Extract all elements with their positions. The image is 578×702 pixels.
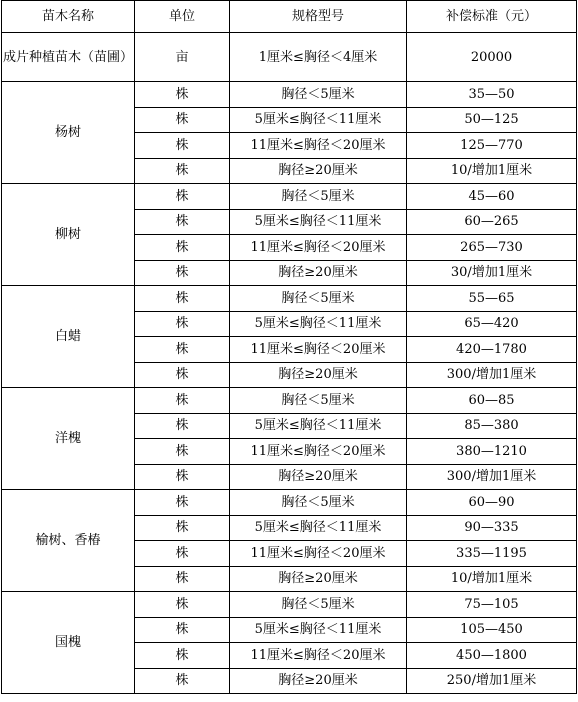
header-row [2,1,577,33]
seedling-name-cell: 成片种植苗木（苗圃） [2,33,135,82]
spec-cell: 胸径＜5厘米 [230,286,407,312]
header-seedling-name: 苗木名称 [2,1,135,33]
unit-cell: 株 [135,209,230,235]
standard-cell: 105—450 [407,617,577,643]
unit-cell: 株 [135,158,230,184]
spec-cell: 5厘米≤胸径＜11厘米 [230,515,407,541]
spec-cell: 5厘米≤胸径＜11厘米 [230,617,407,643]
unit-cell: 株 [135,413,230,439]
unit-cell: 株 [135,311,230,337]
standard-cell: 85—380 [407,413,577,439]
unit-cell: 株 [135,133,230,159]
unit-cell: 株 [135,464,230,490]
table-row [2,82,577,108]
spec-cell: 1厘米≤胸径＜4厘米 [230,33,407,82]
spec-cell: 11厘米≤胸径＜20厘米 [230,133,407,159]
standard-cell: 35—50 [407,82,577,108]
standard-cell: 60—265 [407,209,577,235]
standard-cell: 65—420 [407,311,577,337]
standard-cell: 75—105 [407,592,577,618]
standard-cell: 90—335 [407,515,577,541]
unit-cell: 株 [135,388,230,414]
standard-cell: 10/增加1厘米 [407,158,577,184]
spec-cell: 胸径＜5厘米 [230,490,407,516]
table-row [2,490,577,516]
spec-cell: 5厘米≤胸径＜11厘米 [230,413,407,439]
standard-cell: 10/增加1厘米 [407,566,577,592]
unit-cell: 亩 [135,33,230,82]
standard-cell: 45—60 [407,184,577,210]
spec-cell: 11厘米≤胸径＜20厘米 [230,541,407,567]
standard-cell: 300/增加1厘米 [407,362,577,388]
unit-cell: 株 [135,541,230,567]
standard-cell: 50—125 [407,107,577,133]
seedling-name-cell: 洋槐 [2,388,135,490]
spec-cell: 11厘米≤胸径＜20厘米 [230,337,407,363]
unit-cell: 株 [135,235,230,261]
table-row [2,388,577,414]
unit-cell: 株 [135,184,230,210]
header-specification: 规格型号 [230,1,407,33]
spec-cell: 胸径＜5厘米 [230,592,407,618]
unit-cell: 株 [135,82,230,108]
spec-cell: 11厘米≤胸径＜20厘米 [230,235,407,261]
spec-cell: 胸径≥20厘米 [230,668,407,694]
table-row [2,33,577,82]
unit-cell: 株 [135,515,230,541]
unit-cell: 株 [135,439,230,465]
standard-cell: 60—90 [407,490,577,516]
header-compensation-standard: 补偿标准（元） [407,1,577,33]
seedling-name-cell: 国槐 [2,592,135,694]
table-row [2,592,577,618]
standard-cell: 30/增加1厘米 [407,260,577,286]
standard-cell: 265—730 [407,235,577,261]
standard-cell: 20000 [407,33,577,82]
spec-cell: 5厘米≤胸径＜11厘米 [230,107,407,133]
unit-cell: 株 [135,107,230,133]
spec-cell: 胸径＜5厘米 [230,184,407,210]
table-row [2,286,577,312]
seedling-name-cell: 杨树 [2,82,135,184]
spec-cell: 5厘米≤胸径＜11厘米 [230,209,407,235]
seedling-name-cell: 榆树、香椿 [2,490,135,592]
spec-cell: 11厘米≤胸径＜20厘米 [230,643,407,669]
spec-cell: 胸径＜5厘米 [230,388,407,414]
spec-cell: 胸径≥20厘米 [230,158,407,184]
standard-cell: 60—85 [407,388,577,414]
unit-cell: 株 [135,617,230,643]
spec-cell: 5厘米≤胸径＜11厘米 [230,311,407,337]
standard-cell: 125—770 [407,133,577,159]
unit-cell: 株 [135,490,230,516]
seedling-name-cell: 柳树 [2,184,135,286]
spec-cell: 胸径≥20厘米 [230,260,407,286]
standard-cell: 450—1800 [407,643,577,669]
standard-cell: 250/增加1厘米 [407,668,577,694]
table-row [2,184,577,210]
spec-cell: 胸径≥20厘米 [230,464,407,490]
compensation-table-container [1,0,577,694]
unit-cell: 株 [135,566,230,592]
standard-cell: 300/增加1厘米 [407,464,577,490]
unit-cell: 株 [135,643,230,669]
standard-cell: 55—65 [407,286,577,312]
header-unit: 单位 [135,1,230,33]
unit-cell: 株 [135,592,230,618]
spec-cell: 11厘米≤胸径＜20厘米 [230,439,407,465]
seedling-name-cell: 白蜡 [2,286,135,388]
unit-cell: 株 [135,260,230,286]
spec-cell: 胸径≥20厘米 [230,362,407,388]
standard-cell: 380—1210 [407,439,577,465]
unit-cell: 株 [135,362,230,388]
spec-cell: 胸径≥20厘米 [230,566,407,592]
spec-cell: 胸径＜5厘米 [230,82,407,108]
standard-cell: 335—1195 [407,541,577,567]
unit-cell: 株 [135,286,230,312]
standard-cell: 420—1780 [407,337,577,363]
unit-cell: 株 [135,668,230,694]
unit-cell: 株 [135,337,230,363]
compensation-table [1,0,577,694]
